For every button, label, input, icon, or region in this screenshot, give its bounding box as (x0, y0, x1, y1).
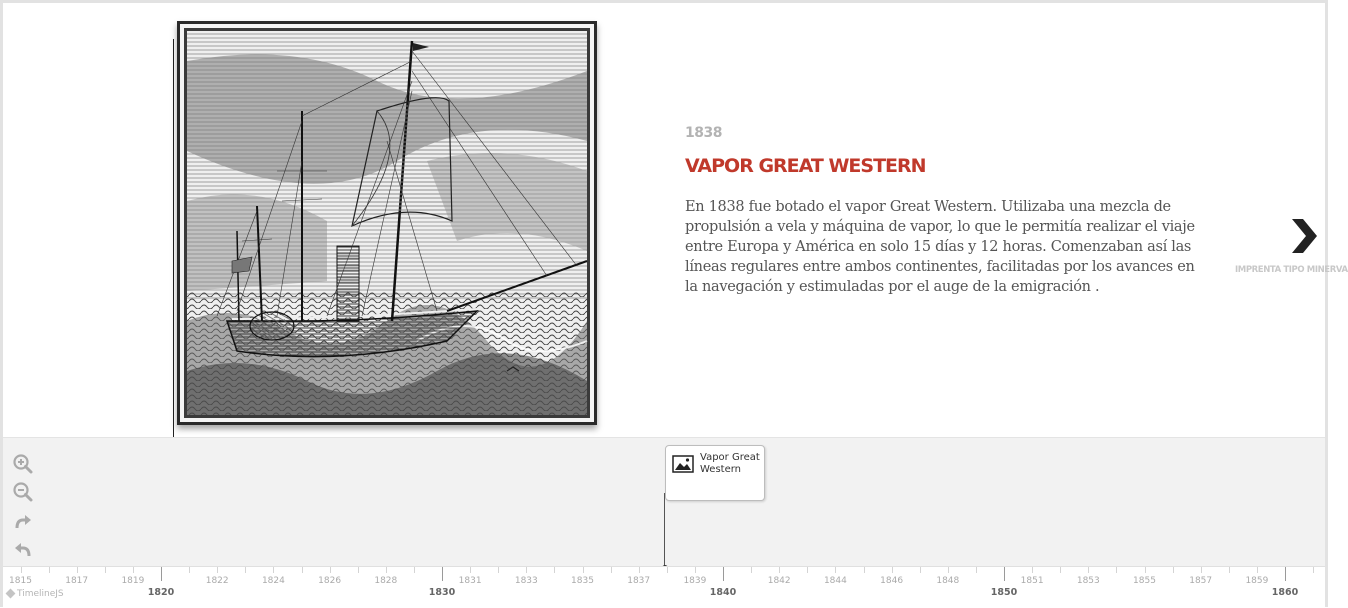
axis-minor-label: 1828 (374, 576, 398, 586)
axis-tick-1853 (1088, 567, 1089, 573)
axis-minor-label: 1837 (627, 576, 651, 586)
zoom-in-button[interactable] (11, 452, 35, 476)
axis-tick-1834 (554, 567, 555, 573)
axis-minor-label: 1835 (571, 576, 594, 586)
axis-tick-1859 (1257, 567, 1258, 573)
axis-tick-1857 (1201, 567, 1202, 573)
timelinejs-logo-icon (6, 589, 16, 599)
axis-tick-1822 (217, 567, 218, 573)
axis-minor-label: 1831 (458, 576, 482, 586)
axis-major-label: 1830 (428, 587, 456, 598)
axis-tick-1829 (414, 567, 415, 573)
axis-tick-1843 (807, 567, 808, 573)
axis-major-tick (1285, 567, 1286, 581)
axis-tick-1851 (1032, 567, 1033, 573)
redo-icon (11, 508, 35, 532)
back-to-start-button[interactable] (11, 536, 35, 560)
axis-tick-1816 (49, 567, 50, 573)
steamship-engraving-image (177, 21, 597, 425)
axis-major-tick (1004, 567, 1005, 581)
timeline-marker-vapor-great-western[interactable] (665, 445, 765, 501)
axis-tick-1838 (667, 567, 668, 573)
zoom-out-button[interactable] (11, 480, 35, 504)
slide-media (173, 19, 597, 427)
axis-major-label: 1850 (990, 587, 1018, 598)
slide-title: VAPOR GREAT WESTERN (685, 155, 926, 177)
axis-tick-1835 (583, 567, 584, 573)
zoom-out-icon (11, 480, 35, 504)
axis-minor-label: 1817 (65, 576, 89, 586)
image-icon (672, 455, 694, 473)
axis-tick-1817 (77, 567, 78, 573)
axis-tick-1861 (1313, 567, 1314, 573)
axis-tick-1837 (639, 567, 640, 573)
axis-tick-1818 (105, 567, 106, 573)
axis-tick-1855 (1145, 567, 1146, 573)
undo-icon (11, 536, 35, 560)
axis-tick-1815 (21, 567, 22, 573)
next-slide-button[interactable] (1233, 213, 1348, 283)
marker-line (664, 493, 665, 568)
axis-tick-1845 (864, 567, 865, 573)
timelinejs-brand[interactable] (7, 589, 64, 599)
axis-tick-1828 (386, 567, 387, 573)
axis-tick-1852 (1060, 567, 1061, 573)
slide (3, 3, 1348, 437)
axis-tick-1833 (526, 567, 527, 573)
axis-major-tick (723, 567, 724, 581)
axis-minor-label: 1859 (1245, 576, 1269, 586)
axis-tick-1836 (611, 567, 612, 573)
slide-date: 1838 (685, 125, 722, 141)
axis-major-tick (161, 567, 162, 581)
axis-tick-1824 (273, 567, 274, 573)
axis-tick-1839 (695, 567, 696, 573)
axis-tick-1849 (976, 567, 977, 573)
axis-tick-1826 (330, 567, 331, 573)
axis-minor-label: 1851 (1020, 576, 1044, 586)
axis-minor-label: 1822 (205, 576, 229, 586)
axis-tick-1847 (920, 567, 921, 573)
time-axis (3, 566, 1325, 608)
axis-tick-1858 (1229, 567, 1230, 573)
axis-tick-1848 (948, 567, 949, 573)
axis-minor-label: 1855 (1133, 576, 1156, 586)
media-border (173, 39, 174, 439)
axis-minor-label: 1824 (261, 576, 285, 586)
axis-tick-1821 (189, 567, 190, 573)
timeline-navigation (3, 437, 1325, 607)
axis-minor-label: 1848 (936, 576, 960, 586)
axis-minor-label: 1833 (514, 576, 538, 586)
axis-minor-label: 1839 (683, 576, 707, 586)
axis-tick-1825 (302, 567, 303, 573)
axis-minor-label: 1819 (121, 576, 145, 586)
axis-tick-1846 (892, 567, 893, 573)
axis-tick-1841 (751, 567, 752, 573)
axis-minor-label: 1846 (880, 576, 904, 586)
axis-minor-label: 1844 (823, 576, 847, 586)
axis-major-label: 1840 (709, 587, 737, 598)
axis-tick-1844 (835, 567, 836, 573)
axis-tick-1819 (133, 567, 134, 573)
axis-tick-1827 (358, 567, 359, 573)
axis-minor-label: 1842 (767, 576, 791, 586)
slide-body: En 1838 fue botado el vapor Great Western. Utilizaba una mezcla de propulsión a vela y máquina de vapor, lo que le permitía realizar el viaje entre Europa y América en solo 15 días y 12 horas. Comenzaban así las líneas regulares entre ambos continentes, facilitadas por los avances en la navegación y estimuladas por el auge de la emigración . (685, 199, 1195, 295)
next-slide-label: IMPRENTA TIPO MINERVA (1235, 265, 1348, 275)
axis-tick-1854 (1116, 567, 1117, 573)
zoom-in-icon (11, 452, 35, 476)
axis-major-label: 1820 (147, 587, 175, 598)
marker-title: Vapor Great Western (700, 452, 760, 475)
chevron-right-icon (1289, 217, 1319, 255)
axis-major-tick (442, 567, 443, 581)
axis-tick-1842 (779, 567, 780, 573)
axis-tick-1856 (1173, 567, 1174, 573)
axis-major-label: 1860 (1271, 587, 1299, 598)
axis-tick-1832 (498, 567, 499, 573)
axis-tick-1823 (245, 567, 246, 573)
axis-minor-label: 1815 (9, 576, 32, 586)
axis-tick-1831 (470, 567, 471, 573)
axis-minor-label: 1857 (1189, 576, 1213, 586)
axis-minor-label: 1826 (318, 576, 342, 586)
brand-label: TimelineJS (17, 589, 64, 599)
slide-text (685, 125, 1210, 297)
axis-minor-label: 1853 (1076, 576, 1100, 586)
redo-button[interactable] (11, 508, 35, 532)
